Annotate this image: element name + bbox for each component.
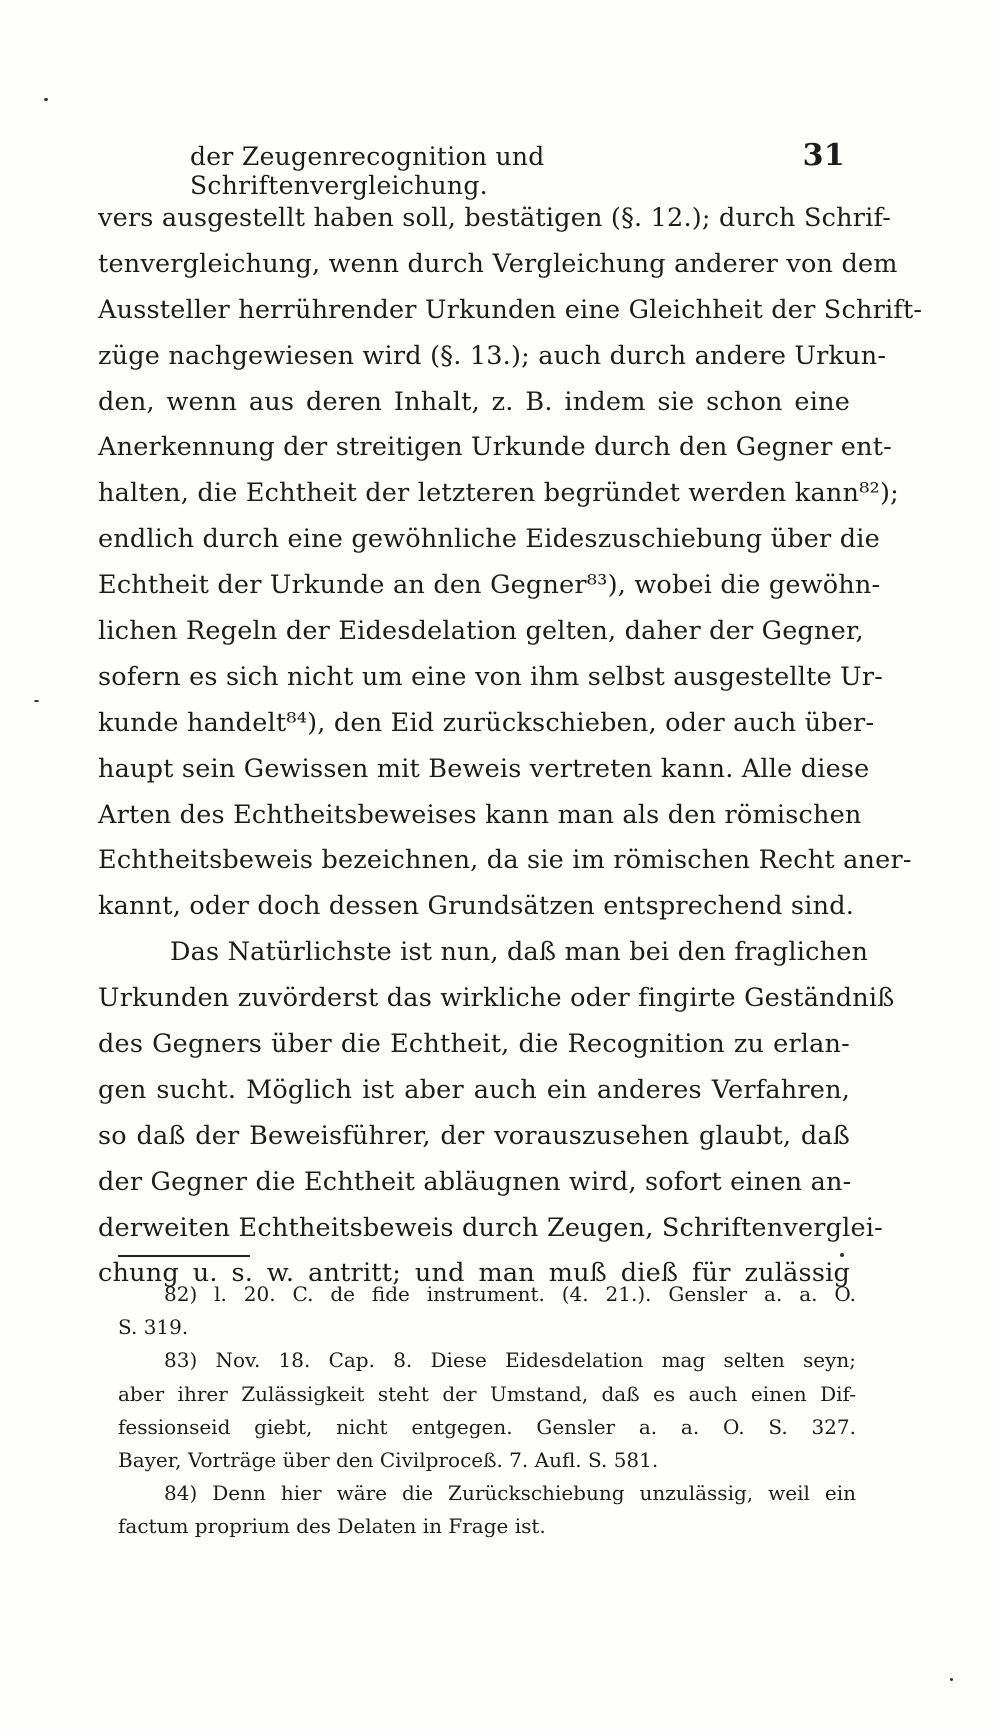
body-line: Echtheit der Urkunde an den Gegner⁸³), wobei die gewöhn- xyxy=(98,570,881,601)
running-head xyxy=(190,138,845,200)
scan-speck xyxy=(840,1253,844,1257)
footnote-line: 84) Denn hier wäre die Zurückschiebung unzulässig, weil ein xyxy=(164,1481,856,1506)
body-line: haupt sein Gewissen mit Beweis vertreten kann. Alle diese xyxy=(98,753,870,784)
body-line: vers ausgestellt haben soll, bestätigen (§. 12.); durch Schrif- xyxy=(98,203,892,233)
body-line: lichen Regeln der Eidesdelation gelten, daher der Gegner, xyxy=(98,616,864,647)
footnote-line: fessionseid giebt, nicht entgegen. Gensler a. a. O. S. 327. xyxy=(118,1414,856,1439)
body-line: sofern es sich nicht um eine von ihm selbst ausgestellte Ur- xyxy=(98,661,884,692)
body-line: Anerkennung der streitigen Urkunde durch den Gegner ent- xyxy=(98,432,892,463)
body-line: kannt, oder doch dessen Grundsätzen entsprechend sind. xyxy=(98,891,855,922)
body-line: des Gegners über die Echtheit, die Recognition zu erlan- xyxy=(98,1029,850,1060)
body-line: chung u. s. w. antritt; und man muß dieß für zulässig xyxy=(98,1258,850,1289)
body-line: Aussteller herrührender Urkunden eine Gleichheit der Schrift- xyxy=(98,294,923,325)
footnote-separator xyxy=(118,1255,250,1257)
body-line: kunde handelt⁸⁴), den Eid zurückschieben, oder auch über- xyxy=(98,707,875,738)
scan-speck xyxy=(34,700,39,702)
body-text xyxy=(98,196,923,1297)
body-line: Arten des Echtheitsbeweises kann man als den römischen xyxy=(98,799,862,830)
footnote-line: Bayer, Vorträge über den Civilproceß. 7. Aufl. S. 581. xyxy=(118,1447,659,1472)
body-line: Das Natürlichste ist nun, daß man bei den fraglichen xyxy=(170,937,869,968)
body-line: derweiten Echtheitsbeweis durch Zeugen, Schriftenverglei- xyxy=(98,1212,883,1243)
scan-speck xyxy=(44,98,48,101)
running-head-title: der Zeugenrecognition und Schriftenvergleichung. xyxy=(190,142,545,200)
footnote-line: factum proprium des Delaten in Frage ist. xyxy=(118,1514,546,1539)
footnote-line: 82) l. 20. C. de fide instrument. (4. 21.). Gensler a. a. O. xyxy=(164,1282,856,1306)
body-line: tenvergleichung, wenn durch Vergleichung anderer von dem xyxy=(98,248,898,279)
body-line: so daß der Beweisführer, der vorauszusehen glaubt, daß xyxy=(98,1120,850,1151)
body-line: den, wenn aus deren Inhalt, z. B. indem sie schon eine xyxy=(98,386,850,417)
body-line: Urkunden zuvörderst das wirkliche oder fingirte Geständniß xyxy=(98,983,895,1014)
footnotes xyxy=(118,1278,856,1544)
body-line: Echtheitsbeweis bezeichnen, da sie im römischen Recht aner- xyxy=(98,845,912,876)
page-number: 31 xyxy=(802,138,845,173)
body-line: der Gegner die Echtheit abläugnen wird, sofort einen an- xyxy=(98,1166,852,1197)
body-line: gen sucht. Möglich ist aber auch ein anderes Verfahren, xyxy=(98,1074,850,1105)
scan-speck xyxy=(950,1678,953,1681)
footnote-line: 83) Nov. 18. Cap. 8. Diese Eidesdelation mag selten seyn; xyxy=(164,1348,856,1373)
body-line: endlich durch eine gewöhnliche Eideszuschiebung über die xyxy=(98,524,880,555)
body-line: halten, die Echtheit der letzteren begründet werden kann⁸²); xyxy=(98,478,899,509)
footnote-line: S. 319. xyxy=(118,1315,189,1340)
footnote-line: aber ihrer Zulässigkeit steht der Umstand, daß es auch einen Dif- xyxy=(118,1381,856,1406)
body-line: züge nachgewiesen wird (§. 13.); auch durch andere Urkun- xyxy=(98,340,887,371)
